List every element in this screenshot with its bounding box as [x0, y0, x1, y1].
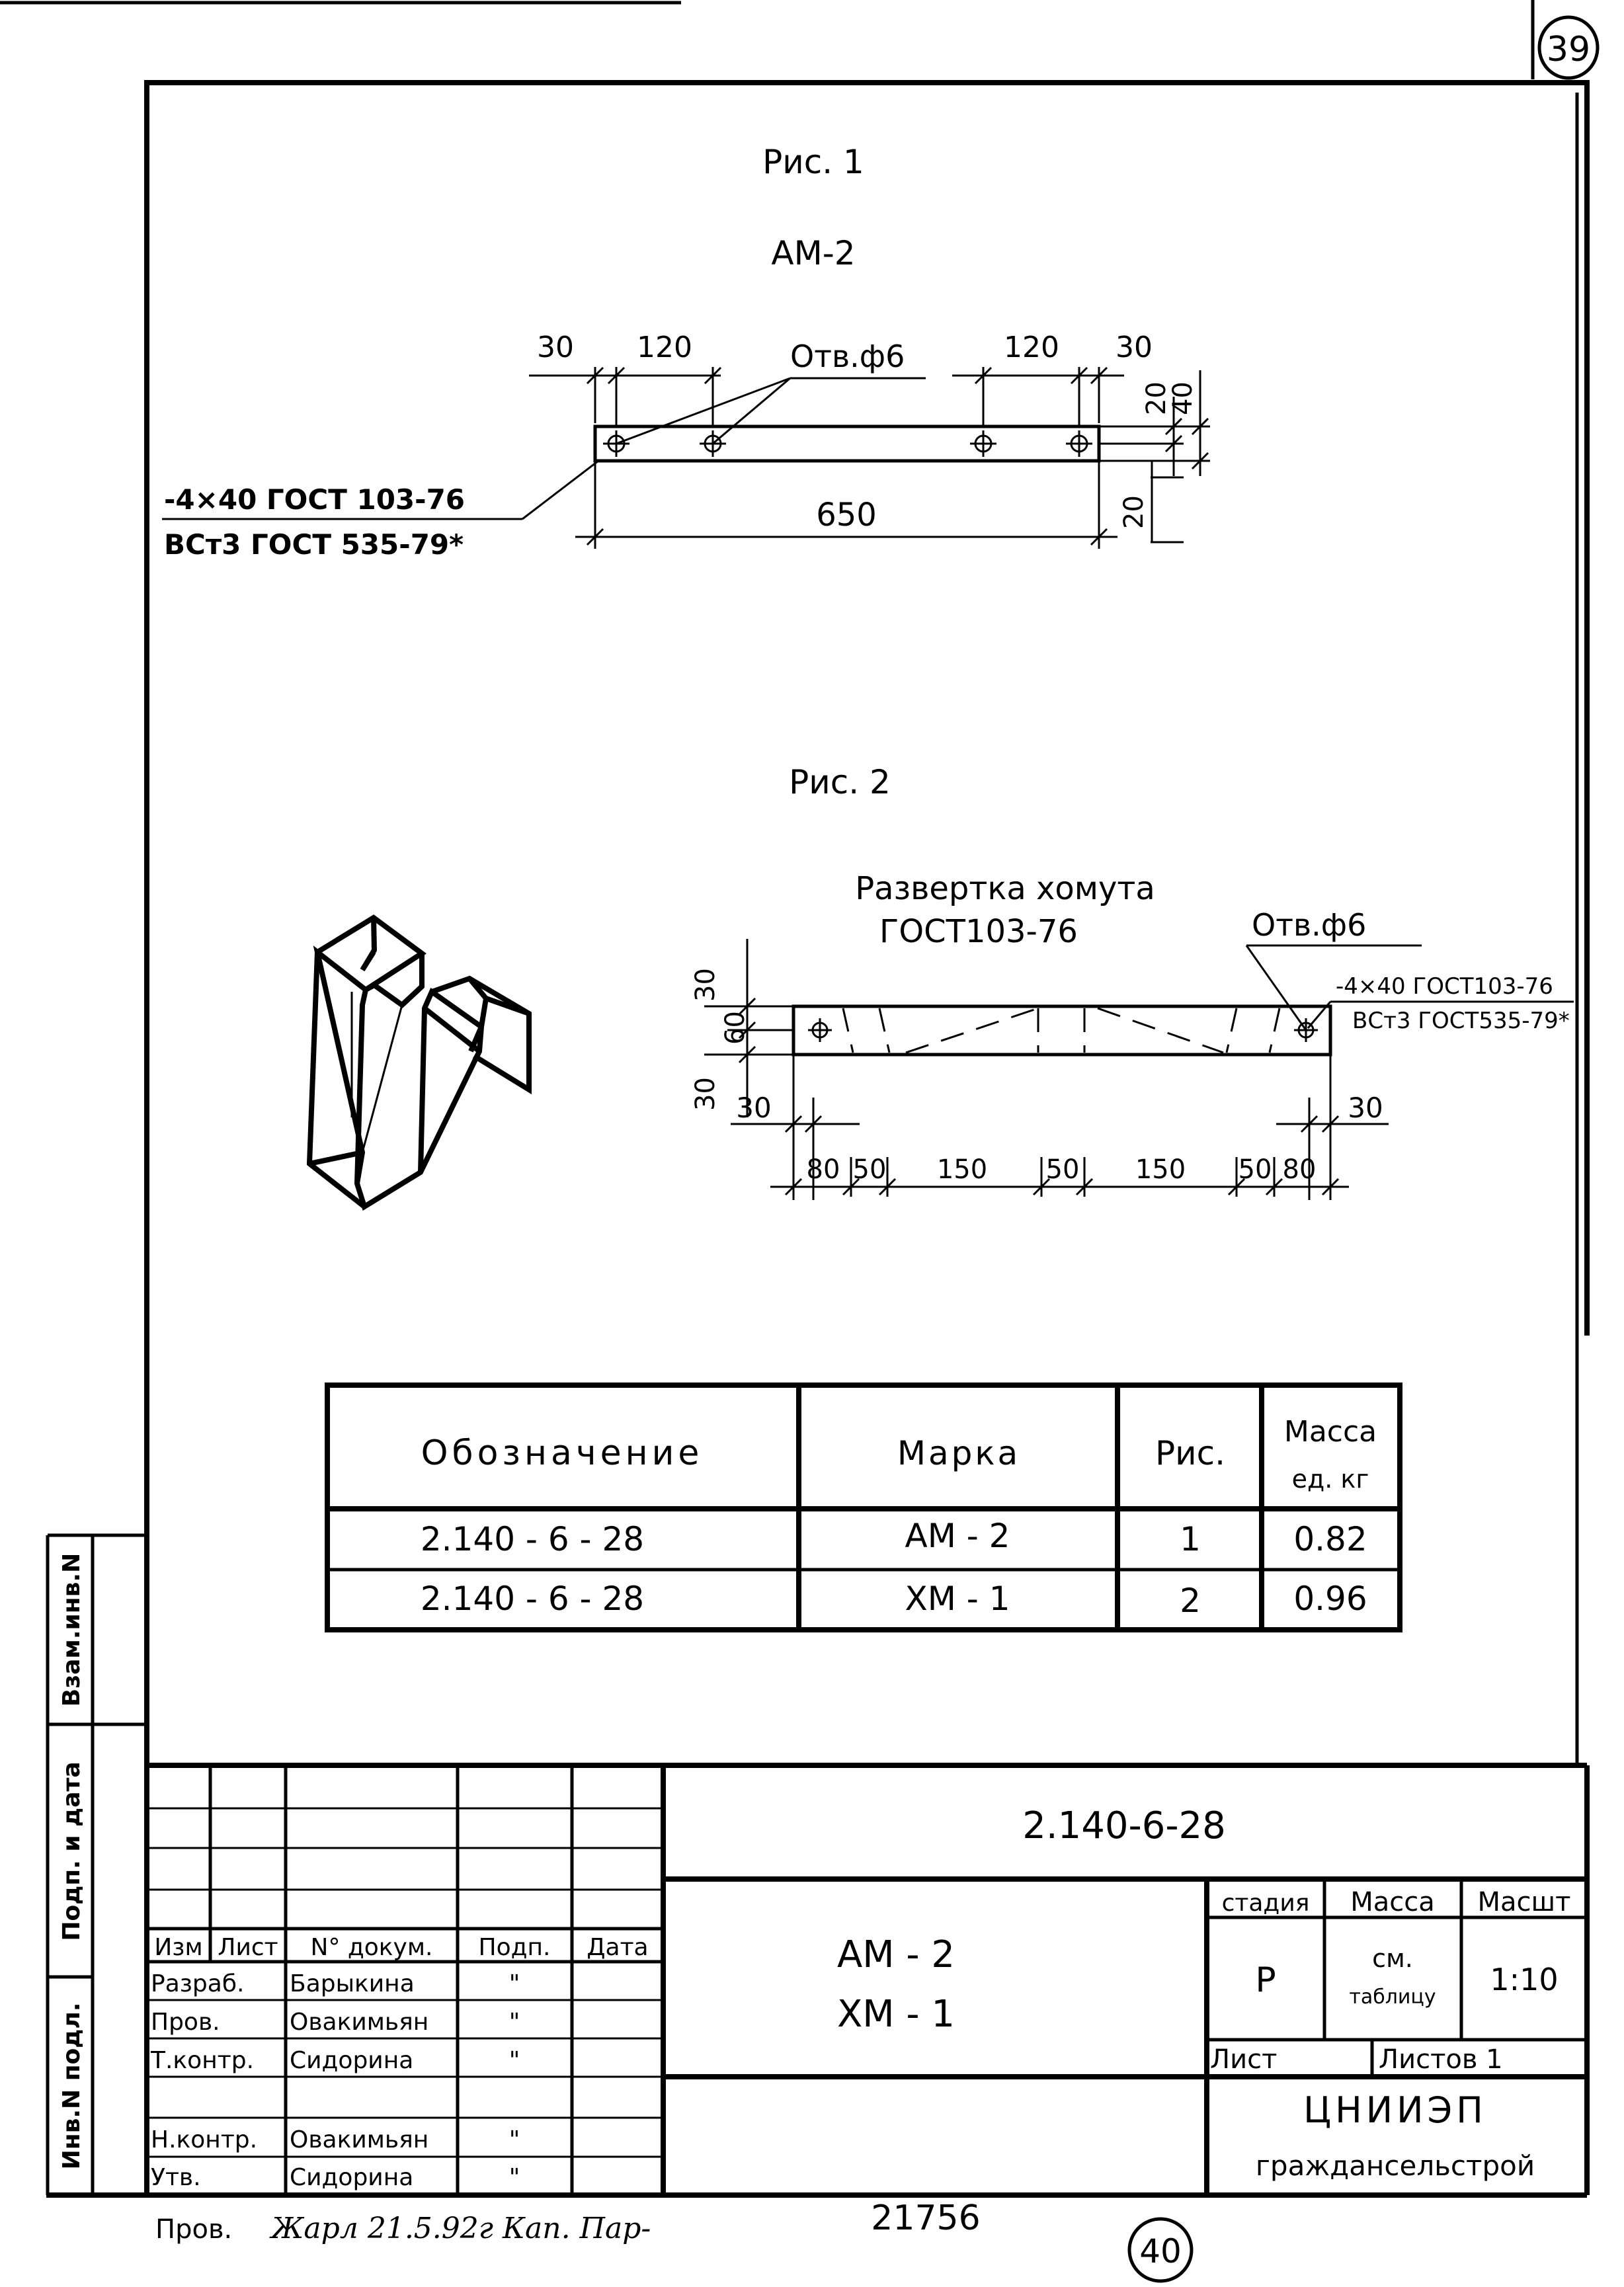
table-row2-designation: 2.140 - 6 - 28 — [420, 1580, 645, 1618]
sign-3: " — [508, 2126, 520, 2153]
fig2-dim-chain-1: 80 — [806, 1154, 840, 1185]
footer-checked: Пров. — [155, 2214, 233, 2245]
list-item — [151, 2009, 520, 2036]
sign-2: " — [508, 2047, 520, 2074]
fig1-top-dimensions — [529, 367, 1124, 426]
col-doc: N° докум. — [310, 1934, 433, 1961]
fig2-dim-chain-7: 80 — [1282, 1154, 1317, 1185]
archive-number: 21756 — [871, 2198, 981, 2238]
fig1-dim-30-left: 30 — [537, 331, 574, 364]
org-line2: граждансельстрой — [1255, 2149, 1535, 2182]
col-date: Дата — [587, 1934, 649, 1961]
name-0: Барыкина — [290, 1970, 415, 1997]
role-2: Т.контр. — [151, 2047, 255, 2074]
role-3: Н.контр. — [151, 2126, 258, 2153]
table-row1-designation: 2.140 - 6 - 28 — [420, 1520, 645, 1558]
main-frame — [147, 83, 1587, 1535]
fig2-dim-v60: 60 — [720, 1011, 751, 1045]
fig2-title: Рис. 2 — [789, 763, 891, 801]
footer-handwritten-note: Жарл 21.5.92г Кап. Пар- — [271, 2212, 651, 2245]
name-4: Сидорина — [290, 2164, 414, 2191]
bottom-page-number: 40 — [1139, 2232, 1182, 2270]
product-line1: АМ - 2 — [836, 1933, 955, 1976]
fig1-dim-20-top: 20 — [1141, 381, 1172, 415]
fig2-dim-chain-6: 50 — [1238, 1154, 1272, 1185]
fig1-dim-650: 650 — [816, 497, 877, 534]
fig1-material-leader — [522, 461, 598, 519]
stage-label: стадия — [1221, 1890, 1310, 1917]
list-item — [150, 2047, 520, 2074]
table-row1-fig: 1 — [1180, 1520, 1201, 1558]
side-stamp-vzam-inv: Взам.инв.N — [58, 1552, 85, 1707]
side-stamp-inv-podl: Инв.N подл. — [58, 2002, 85, 2170]
table-header-fig: Рис. — [1155, 1434, 1226, 1472]
sheets-label: Листов 1 — [1379, 2044, 1503, 2075]
list-item — [151, 2164, 520, 2191]
sign-1: " — [508, 2009, 520, 2036]
mass-value-line2: таблицу — [1349, 1986, 1436, 2009]
list-item — [151, 2126, 520, 2153]
fig2-dim-30-right: 30 — [1348, 1092, 1383, 1124]
fig2-caption-line2: ГОСТ103-76 — [879, 913, 1078, 950]
fig2-dim-chain-4: 50 — [1045, 1154, 1080, 1185]
fig2-caption-line1: Развертка хомута — [855, 870, 1155, 907]
fig1-plate — [595, 426, 1099, 461]
page-number: 39 — [1546, 30, 1591, 69]
table-header-mass-line1: Масса — [1283, 1415, 1377, 1449]
fig1-dim-30-right: 30 — [1116, 331, 1153, 364]
fig2-bend-lines — [843, 1008, 1279, 1053]
fig1-hole-label: Отв.ф6 — [790, 339, 905, 374]
fig1-hole-leader-1 — [616, 378, 790, 444]
table-row — [421, 1517, 1367, 1558]
side-stamp-podp-data: Подп. и дата — [58, 1761, 85, 1941]
col-podp: Подп. — [478, 1934, 551, 1961]
role-1: Пров. — [151, 2009, 220, 2036]
fig2-hole-leader — [1246, 945, 1306, 1030]
fig2-dim-30-left: 30 — [736, 1092, 772, 1124]
fig1-holes — [603, 430, 1092, 457]
clamp-isometric-drawing — [309, 918, 529, 1207]
fig2-dim-chain-5: 150 — [1135, 1154, 1186, 1185]
sign-4: " — [508, 2164, 520, 2191]
table-row2-mark: ХМ - 1 — [905, 1580, 1010, 1618]
fig1-dim-20-bottom: 20 — [1119, 495, 1149, 529]
col-izm: Изм — [154, 1934, 203, 1961]
table-row2-fig: 2 — [1180, 1582, 1201, 1620]
fig1-material-line1: -4×40 ГОСТ 103-76 — [164, 483, 466, 516]
role-4: Утв. — [151, 2164, 201, 2191]
fig1-material-line2: ВСт3 ГОСТ 535-79* — [164, 528, 464, 561]
mass-label: Масса — [1350, 1887, 1435, 1917]
table-row1-mass: 0.82 — [1293, 1520, 1367, 1558]
table-row — [421, 1580, 1367, 1620]
fig1-title: Рис. 1 — [762, 143, 864, 181]
fig1-mark: АМ-2 — [771, 234, 856, 272]
table-row1-mark: АМ - 2 — [905, 1517, 1010, 1555]
org-line1: ЦНИИЭП — [1303, 2089, 1487, 2131]
fig1-dim-120-right: 120 — [1004, 331, 1059, 364]
fig2-dim-chain-3: 150 — [936, 1154, 988, 1185]
role-0: Разраб. — [151, 1970, 245, 1997]
fig2-strip — [793, 1006, 1330, 1055]
scale-label: Масшт — [1477, 1887, 1571, 1917]
fig2-dim-v30-bottom: 30 — [690, 1077, 721, 1111]
name-1: Овакимьян — [290, 2009, 429, 2036]
product-line2: ХМ - 1 — [836, 1993, 955, 2036]
stage-value: Р — [1255, 1960, 1276, 2000]
table-row2-mass: 0.96 — [1293, 1580, 1367, 1618]
fig1-dim-40: 40 — [1168, 381, 1198, 415]
fig2-dim-chain — [807, 1154, 1317, 1185]
table-header-mark: Марка — [897, 1434, 1021, 1472]
fig2-dim-chain-2: 50 — [852, 1154, 887, 1185]
fig2-hole-label: Отв.ф6 — [1252, 907, 1367, 943]
name-3: Овакимьян — [290, 2126, 429, 2153]
table-header-designation: Обозначение — [421, 1433, 704, 1473]
fig2-dim-v30-top: 30 — [690, 968, 721, 1002]
sign-0: " — [508, 1970, 520, 1997]
fig1-hole-leader-2 — [713, 378, 790, 444]
fig2-material-line1: -4×40 ГОСТ103-76 — [1336, 973, 1553, 1000]
table-header-mass-line2: ед. кг — [1291, 1464, 1369, 1494]
fig1-dim-120-left: 120 — [637, 331, 692, 364]
sheet-label: Лист — [1210, 2044, 1278, 2075]
doc-code: 2.140-6-28 — [1022, 1804, 1226, 1847]
scale-value: 1:10 — [1490, 1962, 1559, 1997]
fig2-material-line2: ВСт3 ГОСТ535-79* — [1352, 1008, 1570, 1034]
col-list: Лист — [218, 1934, 278, 1961]
title-block-column-headers — [154, 1934, 648, 1961]
name-2: Сидорина — [290, 2047, 414, 2074]
list-item — [151, 1970, 520, 1997]
mass-value-line1: см. — [1372, 1944, 1413, 1973]
